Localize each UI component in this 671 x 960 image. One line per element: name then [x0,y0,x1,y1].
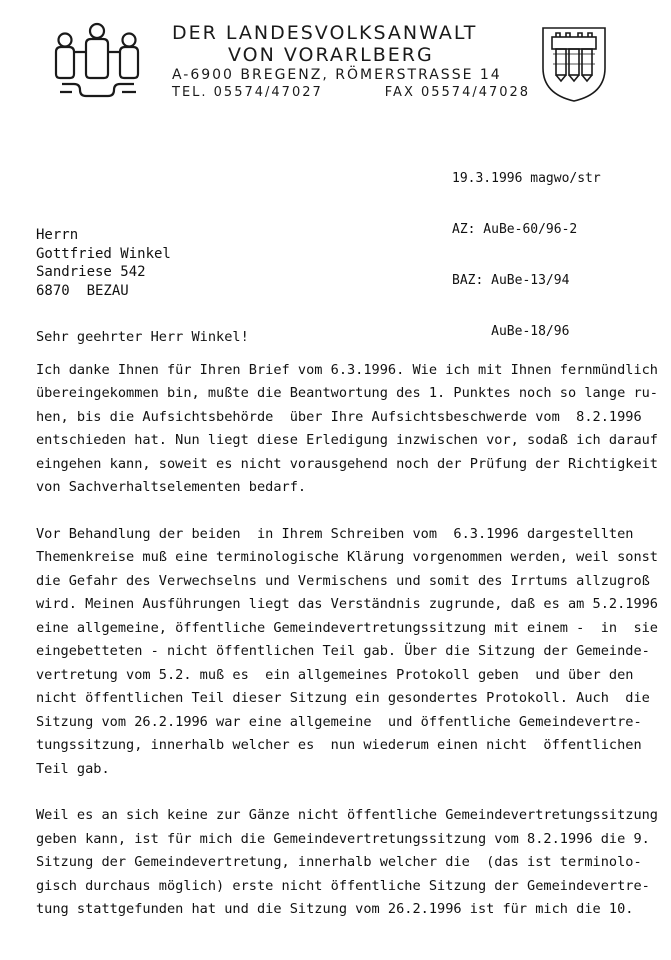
letter-line: vertretung vom 5.2. muß es ein allgemeines Protokoll geben und über den [36,666,634,683]
letter-paragraphs [36,359,658,922]
letter-line: Teil gab. [36,760,110,777]
recipient-name: Gottfried Winkel [36,245,171,262]
letter-salutation: Sehr geehrter Herr Winkel! [36,329,249,345]
letterhead-title-line1: DER LANDESVOLKSANWALT [172,22,478,44]
az-line: AZ: AuBe-60/96-2 [452,222,578,237]
letter-line: von Sachverhaltselementen bedarf. [36,479,307,495]
letter-line: eingebetteten - nicht öffentlichen Teil gab. Über die Sitzung der Gemeinde- [36,643,650,659]
letter-line: Themenkreise muß eine terminologische Klärung vorgenommen werden, weil sonst [36,549,658,565]
letter-line: gisch durchaus möglich) erste nicht öffentliche Sitzung der Gemeindevertre- [36,877,650,894]
letter-paragraph [36,804,658,922]
letter-line: Sitzung der Gemeindevertretung, innerhalb welcher die (das ist terminolo- [36,854,642,870]
letter-line: Ich danke Ihnen für Ihren Brief vom 6.3.1996. Wie ich mit Ihnen fernmündlich [36,361,658,378]
letterhead-fax: FAX 05574/47028 [384,85,531,100]
letter-line: geben kann, ist für mich die Gemeindevertretungssitzung vom 8.2.1996 die 9. [36,830,650,847]
people-logo-icon [50,22,144,104]
letterhead-contact [172,84,542,101]
baz-line-2: AuBe-18/96 [452,324,570,339]
letterhead [172,22,542,101]
letter-line: nicht öffentlichen Teil dieser Sitzung ein gesondertes Protokoll. Auch die [36,690,650,706]
letterhead-address: A-6900 BREGENZ, RÖMERSTRASSE 14 [172,67,502,83]
letter-body [36,326,658,945]
vorarlberg-crest-icon [539,24,609,108]
letterhead-title-line2: VON VORARLBERG [228,44,434,66]
letter-line: die Gefahr des Verwechselns und Vermischens und somit des Irrtums allzugroß [36,572,650,589]
recipient-address [36,226,171,300]
reference-block [452,136,601,357]
recipient-salutation: Herrn [36,227,79,243]
letter-line: tung stattgefunden hat und die Sitzung vom 26.2.1996 ist für mich die 10. [36,901,634,917]
letter-line: eingehen kann, soweit es nicht vorausgehend noch der Prüfung der Richtigkeit [36,455,658,472]
date-line: 19.3.1996 magwo/str [452,171,601,186]
letter-line: tungssitzung, innerhalb welcher es nun wiederum einen nicht öffentlichen [36,737,642,753]
letter-line: Vor Behandlung der beiden in Ihrem Schreiben vom 6.3.1996 dargestellten [36,525,634,542]
letter-line: wird. Meinen Ausführungen liegt das Verständnis zugrunde, daß es am 5.2.1996 [36,596,658,612]
letter-paragraph [36,359,658,500]
recipient-city: 6870 BEZAU [36,282,129,299]
recipient-street: Sandriese 542 [36,264,146,280]
letter-line: übereingekommen bin, mußte die Beantwortung des 1. Punktes noch so lange ru- [36,385,658,401]
letterhead-tel: TEL. 05574/47027 [172,85,323,100]
letter-line: Weil es an sich keine zur Gänze nicht öffentliche Gemeindevertretungssitzung [36,807,658,823]
letter-line: eine allgemeine, öffentliche Gemeindevertretungssitzung mit einem - in sie [36,619,658,636]
letter-line: hen, bis die Aufsichtsbehörde über Ihre Aufsichtsbeschwerde vom 8.2.1996 [36,408,642,425]
letter-line: entschieden hat. Nun liegt diese Erledigung inzwischen vor, sodaß ich darauf [36,432,658,448]
baz-line-1: BAZ: AuBe-13/94 [452,273,570,288]
letter-paragraph [36,523,658,782]
letter-line: Sitzung vom 26.2.1996 war eine allgemeine und öffentliche Gemeindevertre- [36,713,642,730]
